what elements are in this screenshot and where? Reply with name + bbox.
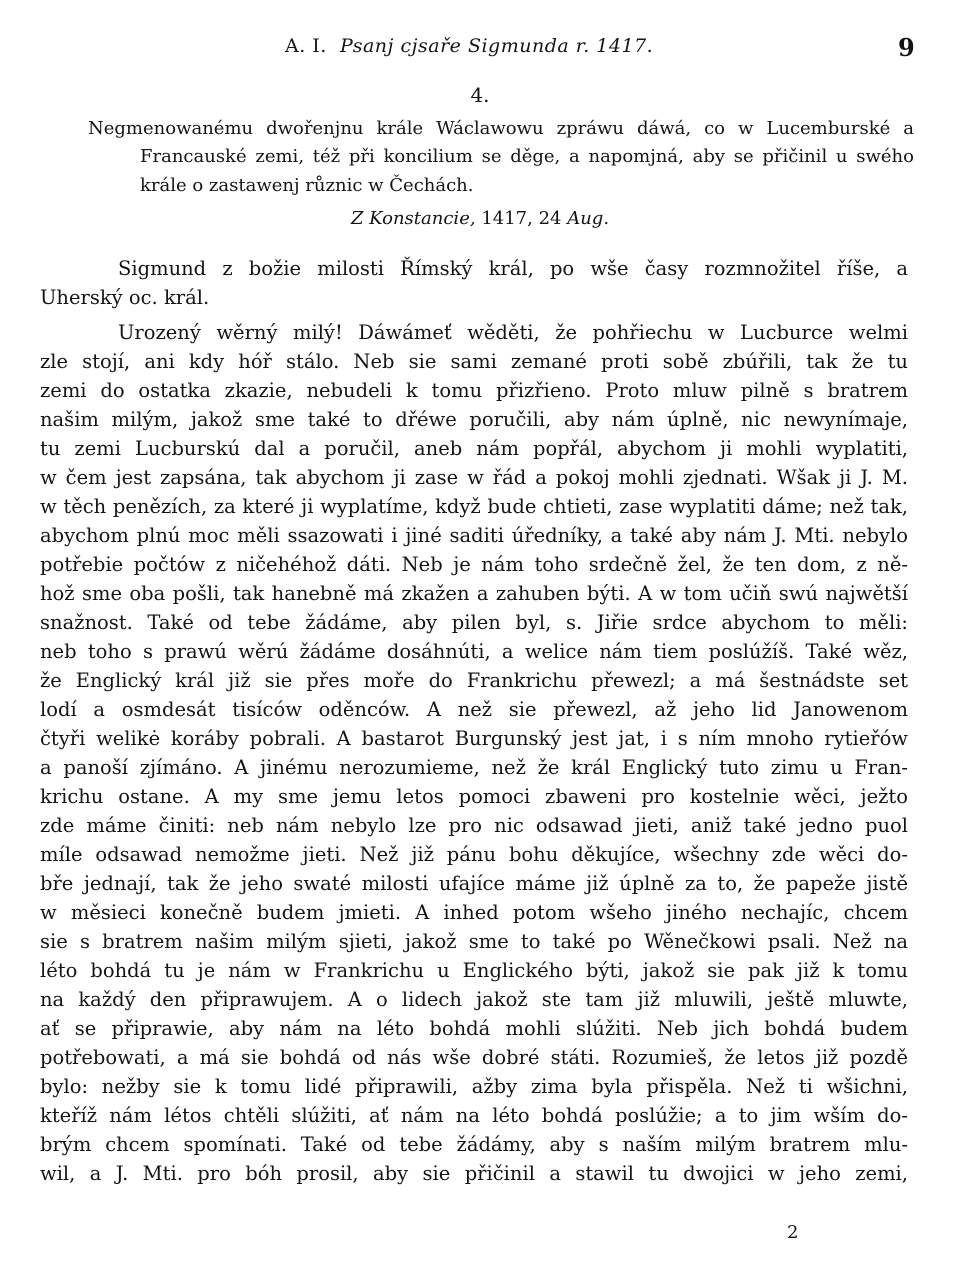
body-line: Urozený wěrný milý! Dáwámeť wěděti, že pohřiechu w Lucburce welmi bbox=[118, 321, 908, 344]
summary-line: Francauské zemi, též při koncilium se děge, a napomjná, aby se přičinil u swého bbox=[140, 146, 914, 167]
body-line: potřebie počtów z ničehéhož dáti. Neb je nám toho srdečně žel, že ten dom, z ně- bbox=[40, 553, 908, 576]
body-line: kteříž nám létos chtěli slúžiti, ať nám na léto bohdá poslúžie; a to jim wším do- bbox=[40, 1104, 908, 1127]
body-line: neb toho s prawú wěrú žádáme dosáhnúti, a welice nám tiem poslúžíš. Také wěz, bbox=[40, 640, 908, 663]
header-section: A. I. bbox=[285, 35, 327, 57]
header-caption: Psanj cjsaře Sigmunda r. 1417. bbox=[339, 35, 654, 57]
summary-line: krále o zastawenj různic w Čechách. bbox=[140, 175, 474, 196]
body-line: zle stojí, ani kdy hóř stálo. Neb sie sami zemané proti sobě zbúřili, tak že tu bbox=[40, 350, 908, 373]
dateline bbox=[0, 208, 960, 229]
dateline-date: 1417, 24 bbox=[481, 208, 562, 229]
body-line: abychom plnú moc měli ssazowati i jiné saditi úředníky, a také aby nám J. Mti. nebylo bbox=[40, 524, 908, 547]
body-line: tu zemi Lucburskú dal a poručil, aneb nám popřál, abychom ji mohli wyplatiti, bbox=[40, 437, 908, 460]
body-line: ať se připrawie, aby nám na léto bohdá mohli slúžiti. Neb jich bohdá budem bbox=[40, 1017, 908, 1040]
body-line: hož sme oba pošli, tak hanebně má zkažen a zahuben býti. A w tom učiň swú najwětší bbox=[40, 582, 908, 605]
running-header bbox=[0, 35, 960, 69]
dateline-place: Z Konstancie, bbox=[350, 208, 476, 229]
body-line: brým chcem spomínati. Také od tebe žádámy, aby s naším milým bratrem mlu- bbox=[40, 1133, 908, 1156]
body-line: zde máme činiti: neb nám nebylo lze pro nic odsawad jieti, aniž také jedno puol bbox=[40, 814, 908, 837]
document-number: 4. bbox=[470, 83, 490, 107]
summary-line: Negmenowanému dwořenjnu krále Wáclawowu zpráwu dáwá, co w Lucemburské a bbox=[88, 118, 914, 139]
body-line: a panoší zjímáno. A jinému nerozumieme, než že král Englický tuto zimu u Fran- bbox=[40, 756, 908, 779]
body-line: w měsieci konečně budem jmieti. A inhed potom wšeho jiného nechajíc, chcem bbox=[40, 901, 908, 924]
body-line: sie s bratrem našim milým sjieti, jakož sme to také po Wěnečkowi psali. Než na bbox=[40, 930, 908, 953]
dateline-month: Aug. bbox=[567, 208, 610, 229]
body-line: léto bohdá tu je nám w Frankrichu u Englického býti, jakož sie pak již k tomu bbox=[40, 959, 908, 982]
body-line: na každý den připrawujem. A o lidech jakož ste tam již mluwili, ještě mluwte, bbox=[40, 988, 908, 1011]
body-line: míle odsawad nemožme jieti. Než již pánu bohu děkujíce, wšechny zde wěci do- bbox=[40, 843, 908, 866]
body-line: lodí a osmdesát tisíców oděnców. A než sie přewezl, až jeho lid Janowenom bbox=[40, 698, 908, 721]
body-line: že Englický král již sie přes moře do Frankrichu přewezl; a má šestnádste set bbox=[40, 669, 908, 692]
body-line: čtyři welikė koráby pobrali. A bastarot Burgunský jest jat, i s ním mnoho rytieřów bbox=[40, 727, 908, 750]
body-line: bylo: nežby sie k tomu lidé připrawili, ažby zima byla přispěla. Než ti wšichni, bbox=[40, 1075, 908, 1098]
body-line: Uherský oc. král. bbox=[40, 286, 210, 309]
body-line: snažnost. Také od tebe žádáme, aby pilen byl, s. Jiřie srdce abychom to měli: bbox=[40, 611, 908, 634]
body-line: w čem jest zapsána, tak abychom ji zase w řád a pokoj mohli zjednati. Wšak ji J. M. bbox=[40, 466, 908, 489]
signature-mark: 2 bbox=[787, 1222, 799, 1243]
body-line: krichu ostane. A my sme jemu letos pomoci zbaweni pro kostelnie wěci, ježto bbox=[40, 785, 908, 808]
header-title bbox=[285, 35, 653, 57]
body-line: zemi do ostatka zkazie, nebudeli k tomu přizřieno. Proto mluw pilně s bratrem bbox=[40, 379, 908, 402]
body-line: bře jednají, tak že jeho swaté milosti ufajíce máme již úplně za to, že papeže jistě bbox=[40, 872, 908, 895]
body-line: potřebowati, a má sie bohdá od nás wše dobré státi. Rozumieš, že letos již pozdě bbox=[40, 1046, 908, 1069]
body-line: našim milým, jakož sme také to dřéwe poručili, aby nám úplně, nic newynímaje, bbox=[40, 408, 908, 431]
body-line: w těch penězích, za které ji wyplatíme, když bude chtieti, zase wyplatiti dáme; než tak, bbox=[40, 495, 908, 518]
body-line: Sigmund z božie milosti Římský král, po wše časy rozmnožitel říše, a bbox=[118, 257, 908, 280]
body-line: wil, a J. Mti. pro bóh prosil, aby sie přičinil a stawil tu dwojici w jeho zemi, bbox=[40, 1162, 908, 1185]
page-number: 9 bbox=[898, 33, 915, 62]
